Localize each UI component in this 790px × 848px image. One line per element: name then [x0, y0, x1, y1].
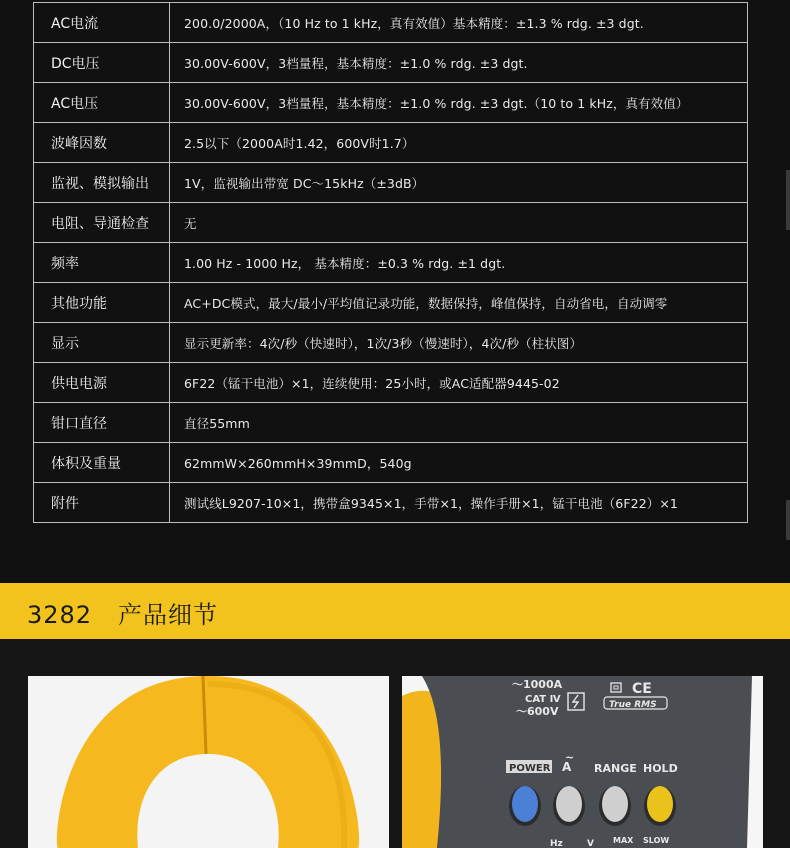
- spec-key: 波峰因数: [34, 123, 170, 163]
- spec-key: 电阻、导通检查: [34, 203, 170, 243]
- spec-row: [34, 323, 748, 363]
- spec-row: [34, 483, 748, 523]
- v-label: V: [587, 839, 594, 848]
- spec-table: [33, 2, 748, 523]
- power-button[interactable]: [512, 786, 538, 822]
- max-label: MAX: [613, 836, 634, 845]
- spec-row: [34, 3, 748, 43]
- section-header: [0, 583, 790, 639]
- hold-button[interactable]: [647, 786, 673, 822]
- spec-row: [34, 203, 748, 243]
- range-button[interactable]: [602, 786, 628, 822]
- spec-key: DC电压: [34, 43, 170, 83]
- rating-voltage: ～600V: [516, 705, 559, 718]
- spec-value: 1.00 Hz - 1000 Hz， 基本精度：±0.3 % rdg. ±1 dgt.: [170, 243, 748, 283]
- range-label: RANGE: [594, 762, 637, 775]
- spec-key: 显示: [34, 323, 170, 363]
- product-gallery: [0, 639, 790, 848]
- spec-value: 200.0/2000A，（10 Hz to 1 kHz，真有效值）基本精度：±1.3 % rdg. ±3 dgt.: [170, 3, 748, 43]
- spec-value: AC+DC模式，最大/最小/平均值记录功能，数据保持，峰值保持，自动省电，自动调零: [170, 283, 748, 323]
- section-title: [27, 595, 218, 630]
- hz-label: Hz: [550, 839, 563, 848]
- spec-row: [34, 443, 748, 483]
- spec-row: [34, 283, 748, 323]
- spec-row: [34, 163, 748, 203]
- model-number: 3282: [27, 601, 93, 629]
- clamp-jaw-photo[interactable]: [28, 676, 389, 848]
- spec-row: [34, 43, 748, 83]
- spec-key: 频率: [34, 243, 170, 283]
- spec-key: AC电流: [34, 3, 170, 43]
- meter-panel-image: [402, 676, 763, 848]
- spec-value: 直径55mm: [170, 403, 748, 443]
- a-button[interactable]: [556, 786, 582, 822]
- a-label: A: [562, 760, 572, 774]
- hold-label: HOLD: [643, 762, 678, 775]
- spec-value: 2.5以下（2000A时1.42，600V时1.7）: [170, 123, 748, 163]
- spec-key: 其他功能: [34, 283, 170, 323]
- true-rms-label: True RMS: [609, 700, 657, 710]
- edge-strip: [786, 500, 790, 540]
- ce-mark: CE: [632, 681, 652, 697]
- spec-value: 无: [170, 203, 748, 243]
- meter-panel-photo[interactable]: [402, 676, 763, 848]
- rating-current: ～1000A: [512, 678, 563, 691]
- spec-row: [34, 363, 748, 403]
- power-label: POWER: [509, 763, 551, 774]
- clamp-jaw-image: [28, 676, 389, 848]
- svg-text:~: ~: [565, 751, 575, 764]
- spec-value: 显示更新率：4次/秒（快速时），1次/3秒（慢速时），4次/秒（柱状图）: [170, 323, 748, 363]
- slow-label: SLOW: [643, 836, 670, 845]
- edge-strip: [786, 170, 790, 230]
- spec-value: 30.00V-600V，3档量程，基本精度：±1.0 % rdg. ±3 dgt.: [170, 43, 748, 83]
- spec-row: [34, 403, 748, 443]
- spec-key: 体积及重量: [34, 443, 170, 483]
- section-heading: 产品细节: [117, 601, 218, 629]
- spec-value: 6F22（锰干电池）×1，连续使用：25小时，或AC适配器9445-02: [170, 363, 748, 403]
- spec-row: [34, 83, 748, 123]
- spec-value: 1V，监视输出带宽 DC～15kHz（±3dB）: [170, 163, 748, 203]
- spec-value: 30.00V-600V，3档量程，基本精度：±1.0 % rdg. ±3 dgt.（10 to 1 kHz，真有效值）: [170, 83, 748, 123]
- rating-category: CAT Ⅳ: [525, 694, 561, 705]
- spec-key: AC电压: [34, 83, 170, 123]
- spec-key: 附件: [34, 483, 170, 523]
- spec-key: 监视、模拟输出: [34, 163, 170, 203]
- spec-row: [34, 123, 748, 163]
- spec-key: 钳口直径: [34, 403, 170, 443]
- spec-value: 62mmW×260mmH×39mmD，540g: [170, 443, 748, 483]
- spec-key: 供电电源: [34, 363, 170, 403]
- spec-value: 测试线L9207-10×1，携带盒9345×1，手带×1，操作手册×1，锰干电池（6F22）×1: [170, 483, 748, 523]
- spec-row: [34, 243, 748, 283]
